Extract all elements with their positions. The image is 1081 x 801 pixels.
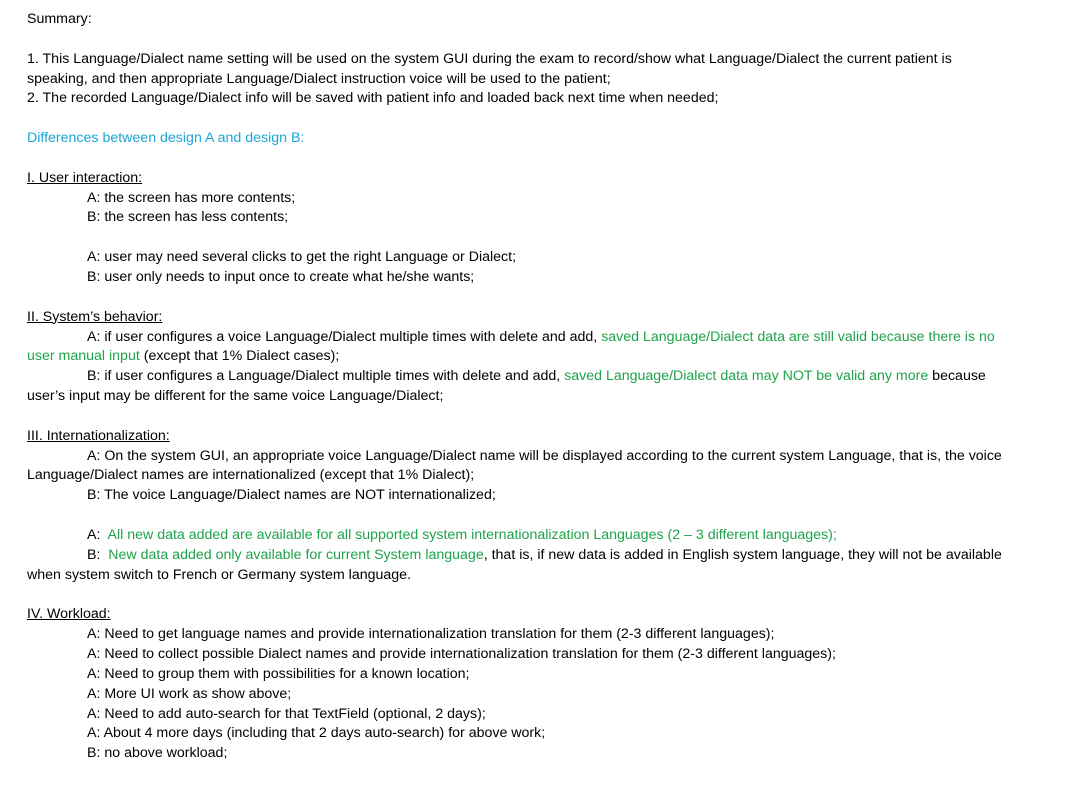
section-3-b2-rest: , that is, if new data is added in English system language, they will not be available	[483, 546, 1002, 563]
section-3-b2-line-1	[27, 546, 1067, 566]
section-2-b-rest-1: because	[928, 368, 986, 385]
section-2-a-line-2	[27, 347, 1067, 367]
section-4-line: A: Need to group them with possibilities for a known location;	[87, 665, 470, 682]
section-3-b2-line-2: when system switch to French or Germany system language.	[27, 566, 412, 583]
spacer	[27, 30, 1067, 50]
section-1-line: A: the screen has more contents;	[87, 189, 296, 206]
section-3-a2-prefix: A:	[87, 526, 108, 543]
section-4-line: A: Need to collect possible Dialect names and provide internationalization translation for them (2-3 different languages);	[87, 646, 836, 662]
summary-item-1-line-1: 1. This Language/Dialect name setting will be used on the system GUI during the exam to record/show what Language/Dialect the current patient is	[27, 50, 952, 67]
section-2-a-highlight-2: user manual input	[27, 348, 140, 365]
section-2-a-highlight-1: saved Language/Dialect data are still valid because there is no	[601, 328, 995, 345]
spacer	[27, 149, 1067, 169]
section-2-b-highlight: saved Language/Dialect data may NOT be valid any more	[564, 368, 929, 385]
section-2-b-prefix: B: if user configures a Language/Dialect multiple times with delete and add,	[87, 368, 565, 385]
section-1-line: A: user may need several clicks to get the right Language or Dialect;	[87, 249, 517, 266]
section-4-line: A: Need to get language names and provide internationalization translation for them (2-3 different languages);	[87, 626, 775, 643]
section-3-a2	[27, 526, 1067, 546]
section-2-a-prefix: A: if user configures a voice Language/Dialect multiple times with delete and add,	[87, 328, 602, 345]
section-2-b-line-1	[27, 367, 1067, 387]
spacer	[27, 585, 1067, 605]
section-workload-title: IV. Workload:	[27, 606, 111, 623]
spacer	[27, 109, 1067, 129]
section-3-b2-highlight: New data added only available for current System language	[108, 546, 484, 563]
section-3-b1: B: The voice Language/Dialect names are NOT internationalized;	[87, 487, 496, 504]
section-4-line: A: More UI work as show above;	[87, 685, 292, 702]
section-3-a2-highlight: All new data added are available for all supported system internationalization Languages (2 – 3 different languages);	[107, 526, 837, 543]
section-user-interaction-title: I. User interaction:	[27, 169, 143, 186]
summary-title: Summary:	[27, 11, 92, 27]
section-system-behavior-title: II. System’s behavior:	[27, 308, 163, 325]
section-3-a1-line-2: Language/Dialect names are internationalized (except that 1% Dialect);	[27, 467, 475, 484]
section-4-line: B: no above workload;	[87, 745, 228, 762]
section-1-line: B: user only needs to input once to create what he/she wants;	[87, 268, 475, 285]
document-body	[27, 10, 1067, 764]
section-internationalization-title: III. Internationalization:	[27, 427, 170, 444]
spacer	[27, 288, 1067, 308]
summary-item-1-line-2: speaking, and then appropriate Language/Dialect instruction voice will be used to the patient;	[27, 70, 611, 87]
spacer	[27, 228, 1067, 248]
differences-heading: Differences between design A and design B:	[27, 130, 305, 147]
spacer	[27, 506, 1067, 526]
section-2-a-line-1	[27, 328, 1067, 348]
section-3-b2-prefix: B:	[87, 546, 109, 563]
section-4-line: A: About 4 more days (including that 2 days auto-search) for above work;	[87, 725, 546, 742]
section-2-b-line-2: user’s input may be different for the same voice Language/Dialect;	[27, 388, 444, 405]
section-4-line: A: Need to add auto-search for that TextField (optional, 2 days);	[87, 705, 486, 722]
summary-item-2: 2. The recorded Language/Dialect info will be saved with patient info and loaded back next time when needed;	[27, 90, 719, 107]
spacer	[27, 407, 1067, 427]
section-2-a-rest: (except that 1% Dialect cases);	[139, 348, 340, 365]
section-1-line: B: the screen has less contents;	[87, 209, 289, 226]
section-3-a1-line-1: A: On the system GUI, an appropriate voice Language/Dialect name will be displayed according to the current system Language, that is, the voice	[87, 447, 1002, 464]
